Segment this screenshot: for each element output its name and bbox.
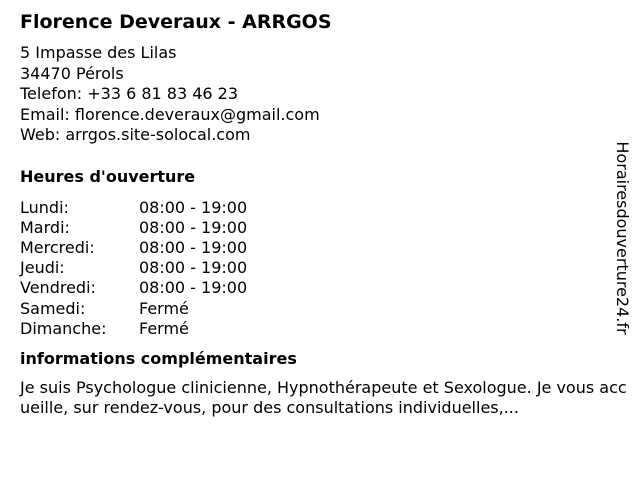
info-heading: informations complémentaires xyxy=(20,348,297,368)
hours-time: 08:00 - 19:00 xyxy=(139,258,248,278)
address-city: 34470 Pérols xyxy=(20,63,124,83)
hours-row-saturday xyxy=(20,299,610,319)
hours-day: Mardi: xyxy=(20,217,70,237)
business-name: Florence Deveraux - ARRGOS xyxy=(20,11,332,33)
hours-time: 08:00 - 19:00 xyxy=(139,237,248,257)
hours-time: Fermé xyxy=(139,298,189,318)
hours-day: Vendredi: xyxy=(20,278,96,298)
hours-row-thursday xyxy=(20,258,610,278)
hours-day: Dimanche: xyxy=(20,318,107,338)
hours-table xyxy=(20,198,610,339)
hours-row-monday xyxy=(20,198,610,218)
site-watermark: Horairesdouverture24.fr xyxy=(613,141,632,335)
hours-day: Jeudi: xyxy=(20,258,65,278)
address-street: 5 Impasse des Lilas xyxy=(20,43,177,62)
hours-day: Samedi: xyxy=(20,298,86,318)
hours-time: 08:00 - 19:00 xyxy=(139,278,248,298)
hours-day: Mercredi: xyxy=(20,237,95,257)
hours-time: 08:00 - 19:00 xyxy=(139,197,248,217)
hours-row-tuesday xyxy=(20,218,610,238)
hours-row-wednesday xyxy=(20,238,610,258)
website-url[interactable]: Web: arrgos.site-solocal.com xyxy=(20,125,251,144)
hours-time: Fermé xyxy=(139,318,189,338)
hours-row-friday xyxy=(20,278,610,298)
hours-day: Lundi: xyxy=(20,197,69,217)
phone-number[interactable]: Telefon: +33 6 81 83 46 23 xyxy=(20,84,239,103)
hours-heading: Heures d'ouverture xyxy=(20,166,196,186)
email-address[interactable]: Email: florence.deveraux@gmail.com xyxy=(20,104,320,124)
hours-row-sunday xyxy=(20,319,610,339)
info-description: Je suis Psychologue clinicienne, Hypnothérapeute et Sexologue. Je vous accueille, sur rendez-vous, pour des consultations individuelles,... xyxy=(20,377,627,417)
hours-time: 08:00 - 19:00 xyxy=(139,217,248,237)
contact-block xyxy=(20,43,610,146)
